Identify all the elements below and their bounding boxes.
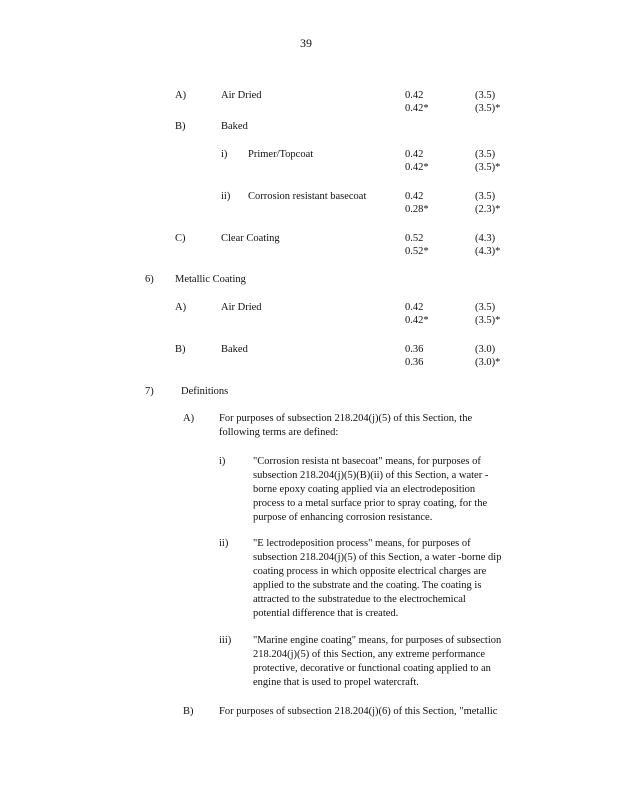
row-text: Primer/Topcoat xyxy=(248,149,314,160)
row-text: Corrosion resistant basecoat xyxy=(248,191,367,202)
row-value: (2.3)* xyxy=(475,204,501,215)
paragraph-line: "Marine engine coating" means, for purposes of subsection xyxy=(253,635,502,646)
section-title: Definitions xyxy=(181,386,229,397)
row-value: (4.3)* xyxy=(475,246,501,257)
paragraph-line: engine that is used to propel watercraft. xyxy=(253,677,419,688)
row-value: (3.5)* xyxy=(475,103,501,114)
paragraph-line: "E lectrodeposition process" means, for purposes of xyxy=(253,538,471,549)
row-value: (3.0) xyxy=(475,344,496,355)
row-value: 0.42 xyxy=(405,149,424,160)
paragraph-line: subsection 218.204(j)(5) of this Section, a water -borne dip xyxy=(253,552,502,563)
row-label: A) xyxy=(175,90,187,101)
subsection-label: B) xyxy=(183,706,194,717)
row-value: 0.36 xyxy=(405,357,424,368)
paragraph-line: For purposes of subsection 218.204(j)(5) of this Section, the xyxy=(219,413,473,424)
definition-label: ii) xyxy=(219,538,229,549)
paragraph-line: borne epoxy coating applied via an electrodeposition xyxy=(253,484,476,495)
paragraph-line: purpose of enhancing corrosion resistance. xyxy=(253,512,433,523)
row-text: Metallic Coating xyxy=(175,274,246,285)
paragraph-line: potential difference that is created. xyxy=(253,608,399,619)
row-value: 0.28* xyxy=(405,204,429,215)
subsection-paragraph xyxy=(219,705,497,719)
row-label: A) xyxy=(175,302,187,313)
row-label: ii) xyxy=(221,191,231,202)
row-label: C) xyxy=(175,233,186,244)
paragraph-line: 218.204(j)(5) of this Section, any extreme performance xyxy=(253,649,486,660)
row-text: Clear Coating xyxy=(221,233,280,244)
row-text: Baked xyxy=(221,344,248,355)
definition-label: i) xyxy=(219,456,226,467)
definition-paragraph xyxy=(253,537,501,621)
paragraph-line: following terms are defined: xyxy=(219,427,339,438)
row-text: Baked xyxy=(221,121,248,132)
page-number: 39 xyxy=(300,36,312,50)
row-value: (3.0)* xyxy=(475,357,501,368)
row-label: B) xyxy=(175,121,186,132)
paragraph-line: applied to the substrate and the coating. The coating is xyxy=(253,580,482,591)
paragraph-line: For purposes of subsection 218.204(j)(6) of this Section, "metallic xyxy=(219,706,498,717)
row-value: 0.36 xyxy=(405,344,424,355)
row-value: (4.3) xyxy=(475,233,496,244)
row-value: (3.5)* xyxy=(475,162,501,173)
row-value: 0.42 xyxy=(405,191,424,202)
paragraph-line: protective, decorative or functional coating applied to an xyxy=(253,663,491,674)
row-value: (3.5) xyxy=(475,191,496,202)
definition-paragraph xyxy=(253,634,501,690)
row-value: (3.5) xyxy=(475,149,496,160)
subsection-label: A) xyxy=(183,413,195,424)
row-value: 0.42* xyxy=(405,162,429,173)
row-label: 6) xyxy=(145,274,154,285)
paragraph-line: subsection 218.204(j)(5)(B)(ii) of this Section, a water - xyxy=(253,470,489,481)
row-value: 0.42* xyxy=(405,103,429,114)
row-value: (3.5) xyxy=(475,90,496,101)
paragraph-line: "Corrosion resista nt basecoat" means, for purposes of xyxy=(253,456,481,467)
row-value: (3.5)* xyxy=(475,315,501,326)
section-label: 7) xyxy=(145,386,154,397)
paragraph-line: attracted to the substratedue to the electrochemical xyxy=(253,594,466,605)
subsection-paragraph xyxy=(219,412,472,440)
definition-paragraph xyxy=(253,455,488,525)
row-value: 0.42* xyxy=(405,315,429,326)
row-text: Air Dried xyxy=(221,302,262,313)
row-value: 0.52* xyxy=(405,246,429,257)
paragraph-line: coating process in which opposite electrical charges are xyxy=(253,566,487,577)
row-value: (3.5) xyxy=(475,302,496,313)
row-label: B) xyxy=(175,344,186,355)
row-value: 0.42 xyxy=(405,302,424,313)
row-value: 0.42 xyxy=(405,90,424,101)
row-value: 0.52 xyxy=(405,233,424,244)
row-label: i) xyxy=(221,149,228,160)
paragraph-line: process to a metal surface prior to spray coating, for the xyxy=(253,498,488,509)
definition-label: iii) xyxy=(219,635,232,646)
row-text: Air Dried xyxy=(221,90,262,101)
